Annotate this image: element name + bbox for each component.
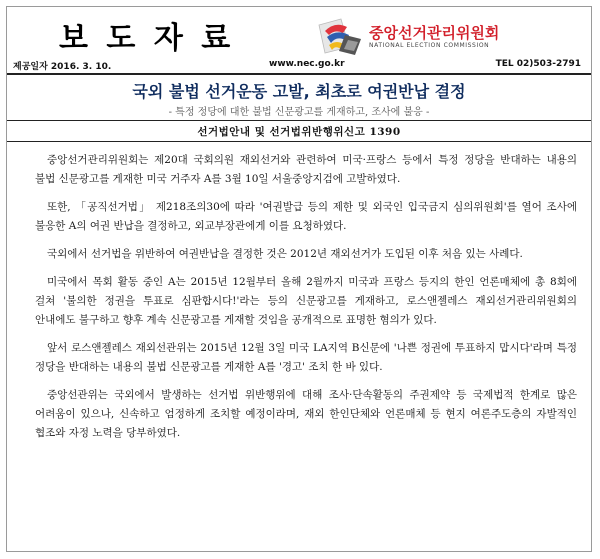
paragraph: 중앙선관위는 국외에서 발생하는 선거법 위반행위에 대해 조사·단속활동의 주권제약 등 국제법적 한계로 많은 어려움이 있으나, 신속하고 엄정하게 조치할 예정이라며, 재외 한인단체와 언론매체 등 현지 여론주도층의 자발적인 협조와 자정 노력을 당부하였다. — [35, 389, 577, 439]
release-date: 제공일자 2016. 3. 10. — [13, 62, 112, 72]
website-link[interactable]: www.nec.go.kr — [269, 59, 345, 69]
header-divider — [7, 73, 591, 75]
phone-number: TEL 02)503-2791 — [495, 59, 581, 69]
press-release-frame — [6, 6, 592, 552]
nec-logo-icon — [315, 17, 363, 57]
headline-subtitle: - 특정 정당에 대한 불법 신문광고를 게재하고, 조사에 불응 - — [168, 107, 430, 118]
contact-line: 선거법안내 및 선거법위반행위신고 1390 — [197, 126, 401, 138]
contact-divider-bottom — [7, 141, 591, 142]
paragraph: 앞서 로스앤젤레스 재외선관위는 2015년 12월 3일 미국 LA지역 B신문에 '나쁜 정권에 투표하지 맙시다'라며 특정 정당을 반대하는 내용의 불법 신문광고를 게재한 A를 '경고' 조치 한 바 있다. — [35, 342, 577, 373]
contact-divider-top — [7, 120, 591, 121]
paragraph: 국외에서 선거법을 위반하여 여권반납을 결정한 것은 2012년 재외선거가 도입된 이후 처음 있는 사례다. — [47, 248, 523, 260]
org-name: 중앙선거관리위원회 — [369, 24, 500, 42]
doc-kind-title: 보 도 자 료 — [59, 21, 235, 56]
paragraph: 중앙선거관리위원회는 제20대 국회의원 재외선거와 관련하여 미국·프랑스 등에서 특정 정당을 반대하는 내용의 불법 신문광고를 게재한 미국 거주자 A를 3월 10일 서울중앙지검에 고발하였다. — [35, 154, 577, 185]
org-name-english: NATIONAL ELECTION COMMISSION — [369, 42, 490, 49]
paragraph: 또한, 「공직선거법」 제218조의30에 따라 '여권발급 등의 제한 및 외국인 입국금지 심의위원회'를 열어 조사에 불응한 A의 여권 반납을 결정하고, 외교부장관에게 이를 요청하였다. — [35, 201, 577, 232]
article-body — [35, 151, 577, 452]
paragraph: 미국에서 목회 활동 중인 A는 2015년 12월부터 올해 2월까지 미국과 프랑스 등지의 한인 언론매체에 총 8회에 걸쳐 '불의한 정권을 투표로 심판합시다!'라는 등의 신문광고를 게재하고, 로스앤젤레스 재외선거관리위원회의 안내에도 불구하고 향후 계속 신문광고를 게재할 것임을 공개적으로 표명한 혐의가 있다. — [35, 276, 577, 326]
headline-title: 국외 불법 선거운동 고발, 최초로 여권반납 결정 — [132, 82, 466, 101]
document-header — [7, 7, 591, 72]
